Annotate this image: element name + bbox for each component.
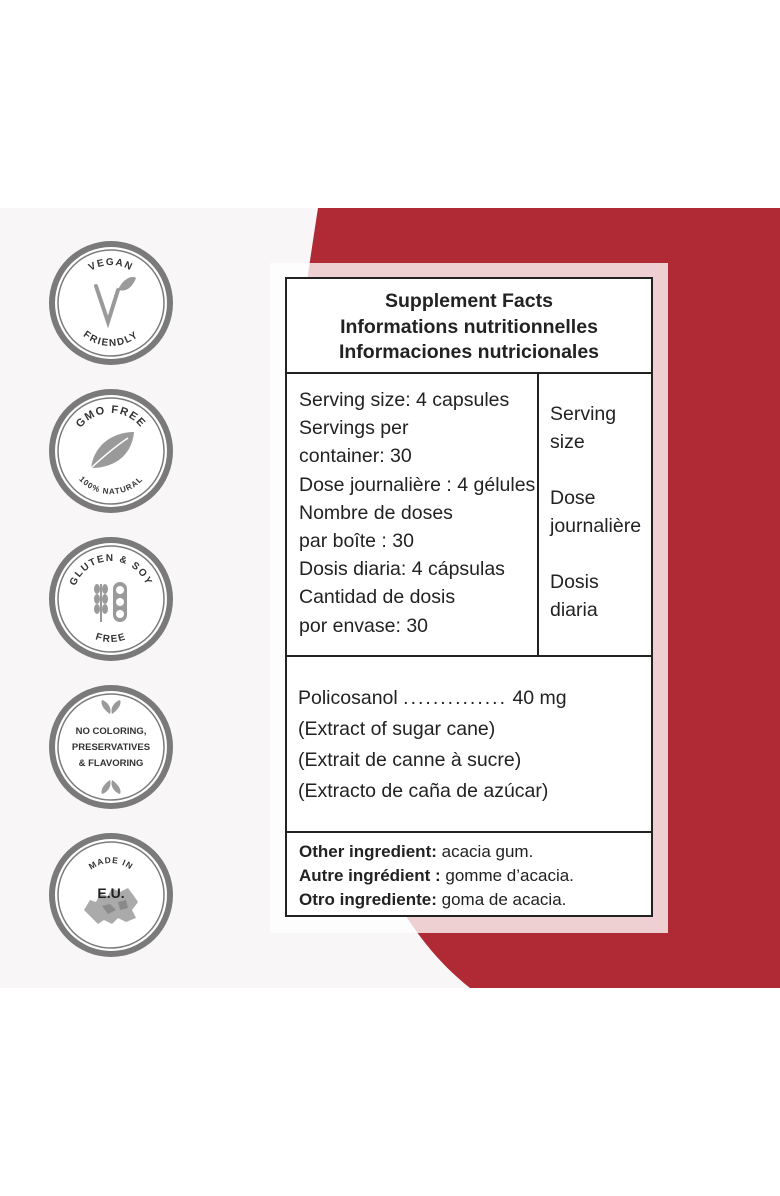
supplement-facts-label (285, 277, 653, 917)
no-coloring-line-2: PRESERVATIVES (71, 742, 151, 753)
serving-line: por envase: 30 (299, 614, 429, 637)
other-ingredients (287, 833, 651, 912)
column-header-fr (550, 484, 651, 540)
vegan-badge-top-text: VEGAN (86, 256, 136, 274)
serving-line: Dose journalière : 4 gélules (299, 473, 536, 496)
ingredient-source-es: (Extracto de caña de azúcar) (298, 780, 549, 802)
ingredient-dots: .............. (403, 687, 508, 709)
vegan-badge-bottom-text: FRIENDLY (81, 329, 141, 350)
other-value: gomme d’acacia. (440, 866, 574, 885)
made-in-text: MADE IN (86, 854, 136, 872)
serving-section (287, 374, 651, 657)
other-label: Other ingredient: (299, 842, 437, 861)
title-en: Supplement Facts (385, 290, 553, 312)
title-fr: Informations nutritionnelles (340, 315, 598, 338)
product-banner (0, 208, 780, 988)
other-label: Autre ingrédient : (299, 866, 441, 885)
serving-line: Nombre de doses (299, 501, 453, 524)
made-in-eu-badge (46, 830, 176, 960)
ingredient-amount: 40 mg (512, 687, 567, 709)
serving-line: Serving size: 4 capsules (299, 389, 510, 411)
serving-details (287, 374, 539, 655)
other-ingredient-en (299, 840, 651, 864)
column-header-es (550, 568, 651, 624)
gmo-badge-bottom-text: 100% NATURAL (77, 474, 145, 497)
serving-line: container: 30 (299, 445, 412, 468)
other-value: goma de acacia. (436, 890, 567, 909)
other-ingredient-fr (299, 864, 651, 888)
eu-text: E.U. (97, 885, 125, 901)
ingredient-name: Policosanol (298, 687, 398, 709)
column-header-en (550, 400, 651, 456)
vegan-badge (46, 238, 176, 368)
ingredient-section (287, 657, 651, 833)
ingredient-source-en: (Extract of sugar cane) (298, 718, 496, 740)
gmo-free-badge (46, 386, 176, 516)
column-header-line: Dosis (550, 571, 599, 593)
serving-line: par boîte : 30 (299, 530, 414, 553)
label-header (287, 279, 651, 374)
column-header-line: journalière (550, 515, 642, 537)
gluten-badge-top-text: GLUTEN & SOY (67, 552, 155, 588)
gluten-soy-free-badge (46, 534, 176, 664)
column-header-line: size (550, 431, 585, 453)
ingredient-row (298, 683, 651, 714)
no-coloring-line-1: NO COLORING, (75, 726, 147, 737)
serving-column-headers (539, 374, 651, 655)
column-header-line: diaria (550, 599, 598, 621)
serving-line: Dosis diaria: 4 cápsulas (299, 558, 505, 581)
no-coloring-badge (46, 682, 176, 812)
other-label: Otro ingrediente: (299, 890, 437, 909)
other-value: acacia gum. (436, 842, 534, 861)
ingredient-source-fr: (Extrait de canne à sucre) (298, 749, 522, 771)
column-header-line: Serving (550, 403, 617, 425)
no-coloring-line-3: & FLAVORING (78, 758, 144, 769)
gmo-badge-top-text: GMO FREE (73, 403, 149, 431)
serving-line: Servings per (299, 417, 409, 440)
gluten-badge-bottom-text: FREE (94, 631, 128, 646)
title-es: Informaciones nutricionales (338, 341, 600, 363)
serving-line: Cantidad de dosis (299, 586, 456, 609)
other-ingredient-es (299, 888, 651, 912)
column-header-line: Dose (550, 487, 596, 509)
